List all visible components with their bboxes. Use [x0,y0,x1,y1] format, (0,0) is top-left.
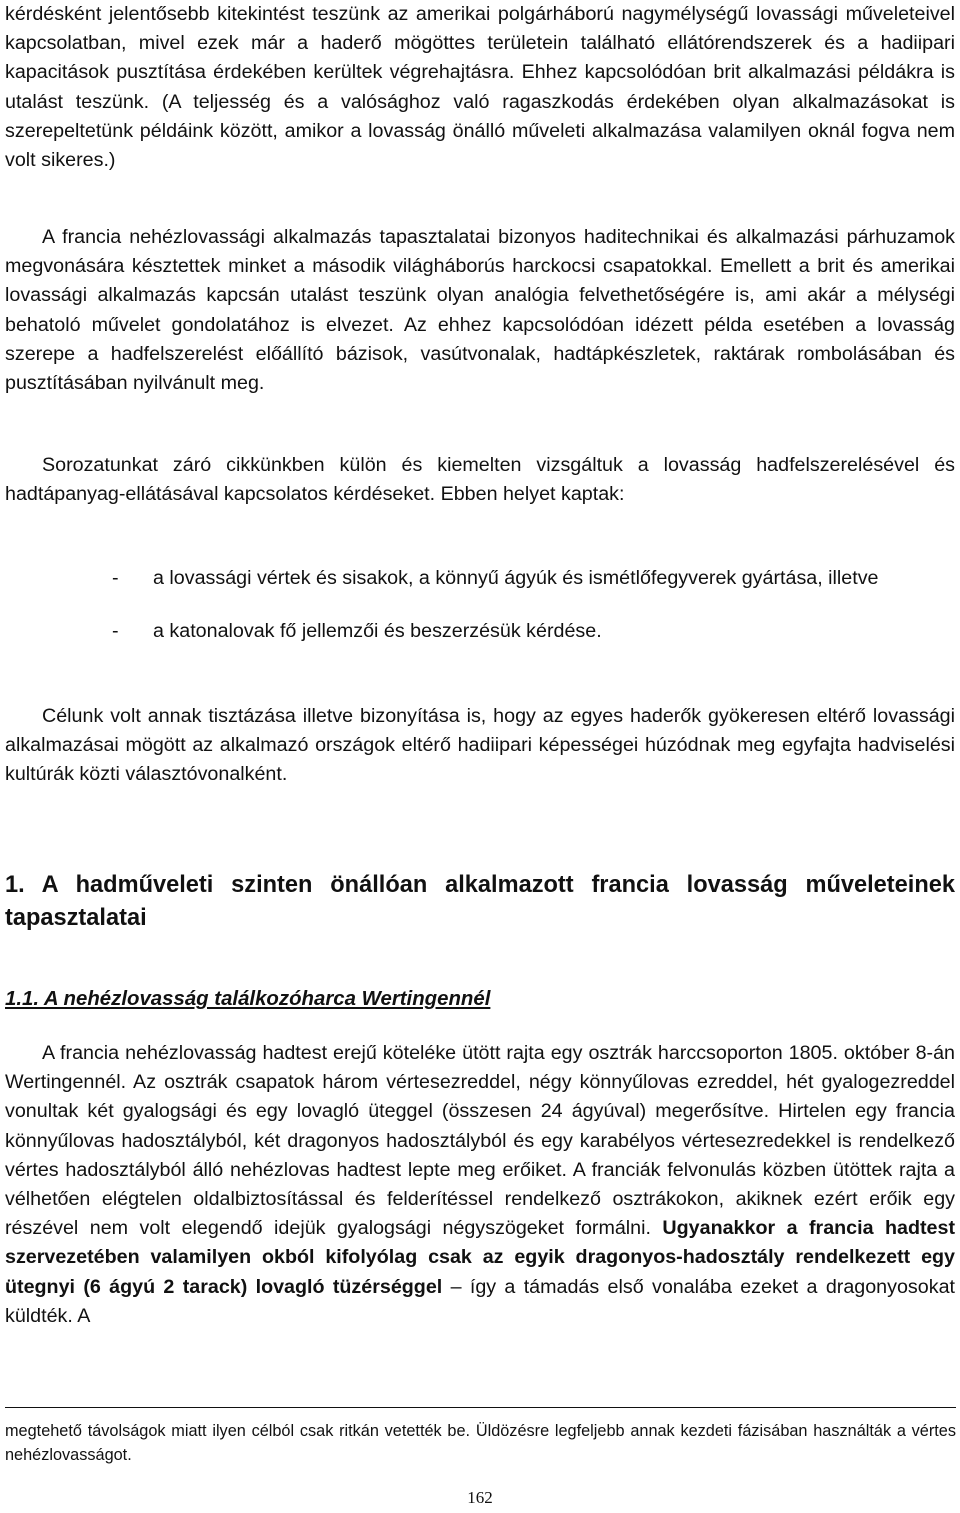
paragraph-goal: Célunk volt annak tisztázása illetve bizonyítása is, hogy az egyes haderők gyökeresen eltérő lovassági alkalmazásai mögött az alkalmazó országok eltérő hadiipari képességei húzódnak meg egyfajta hadviselési kultúrák közti választóvonalként. [5,705,955,786]
paragraph-wertingen-text-end: – így a támadás első vonalába ezeket a dragonyosokat küldték. A [5,1275,955,1327]
section-heading: 1. A hadműveleti szinten önállóan alkalmazott francia lovasság műveleteinek tapasztalatai [5,872,955,931]
list-dash: - [112,567,119,589]
paragraph-intro-continuation: kérdésként jelentősebb kitekintést teszünk az amerikai polgárháború nagymélységű lovassági műveleteivel kapcsolatban, mivel ezek már a haderő mögöttes területein található ellátórendszerek és a hadiipari kapacitások pusztítása érdekében kerültek végrehajtásra. Ehhez kapcsolódóan brit alkalmazási példákra is utalást teszünk. (A teljesség és a valósághoz való ragaszkodás érdekében olyan alkalmazásokat is szerepeltetünk példáink között, amikor a lovasság önálló műveleti alkalmazása valamilyen oknál fogva nem volt sikeres.) [5,3,955,172]
paragraph-wertingen-text: A francia nehézlovasság hadtest erejű köteléke ütött rajta egy osztrák harccsoporton 1805. október 8-án Wertingennél. Az osztrák csapatok három vértesezreddel, négy könnyűlovas ezreddel, hét gyalogezreddel vonultak két gyalogsági és egy lovagló üteggel (összesen 24 ágyúval) megerősítve. Hirtelen egy francia könnyűlovas hadosztályból, két dragonyos hadosztályból és egy karabélyos vértesezredekkel is rendelkező vértes hadosztályból álló nehézlovas hadtest lepte meg erőiket. A franciák felvonulás közben ütöttek rajta a vélhetően elégtelen oldalbiztosítással és felderítéssel rendelkező osztrákokon, akiknek ezért erőik egy részével nem volt elegendő idejük gyalogsági négyszögeket formálni. [5,1042,955,1240]
footnote-divider [5,1407,956,1408]
subsection-heading: 1.1. A nehézlovasság találkozóharca Wertingennél [5,988,491,1010]
paragraph-wertingen-bold: Ugyanakkor a francia hadtest szervezetében valamilyen okból kifolyólag csak az egyik dragonyos-hadosztály rendelkezett egy ütegnyi (6 ágyú 2 tarack) lovagló tüzérséggel [5,1217,955,1298]
list-item-text: a lovassági vértek és sisakok, a könnyű ágyúk és ismétlőfegyverek gyártása, illetve [153,567,879,589]
list-item-text: a katonalovak fő jellemzői és beszerzésük kérdése. [153,620,602,643]
paragraph-french-heavy-cavalry: A francia nehézlovassági alkalmazás tapasztalatai bizonyos haditechnikai és alkalmazási párhuzamok megvonására késztettek minket a második világháborús harckocsi csapatokkal. Emellett a brit és amerikai lovassági alkalmazás kapcsán utalást teszünk olyan analógia felvethetőségére is, ami akár a mélységi behatoló művelet gondolatához is elvezet. Az ehhez kapcsolódóan idézett példa esetében a lovasság szerepe a hadfelszerelést előállító bázisok, vasútvonalak, hadtápkészletek, raktárak rombolásában és pusztításában nyilvánult meg. [5,226,955,395]
page-number: 162 [467,1488,493,1507]
paragraph-wertingen [5,1039,955,1331]
footnote: megtehető távolságok miatt ilyen célból csak ritkán vetették be. Üldözésre legfeljebb annak kezdeti fázisában használták a vértes nehézlovasságot. [5,1422,956,1464]
list-item [5,617,955,646]
list-dash: - [112,620,119,643]
list-item [5,564,955,593]
paragraph-series-closing: Sorozatunkat záró cikkünkben külön és kiemelten vizsgáltuk a lovasság hadfelszerelésével és hadtápanyag-ellátásával kapcsolatos kérdéseket. Ebben helyet kaptak: [5,454,955,506]
topics-list [5,564,955,646]
